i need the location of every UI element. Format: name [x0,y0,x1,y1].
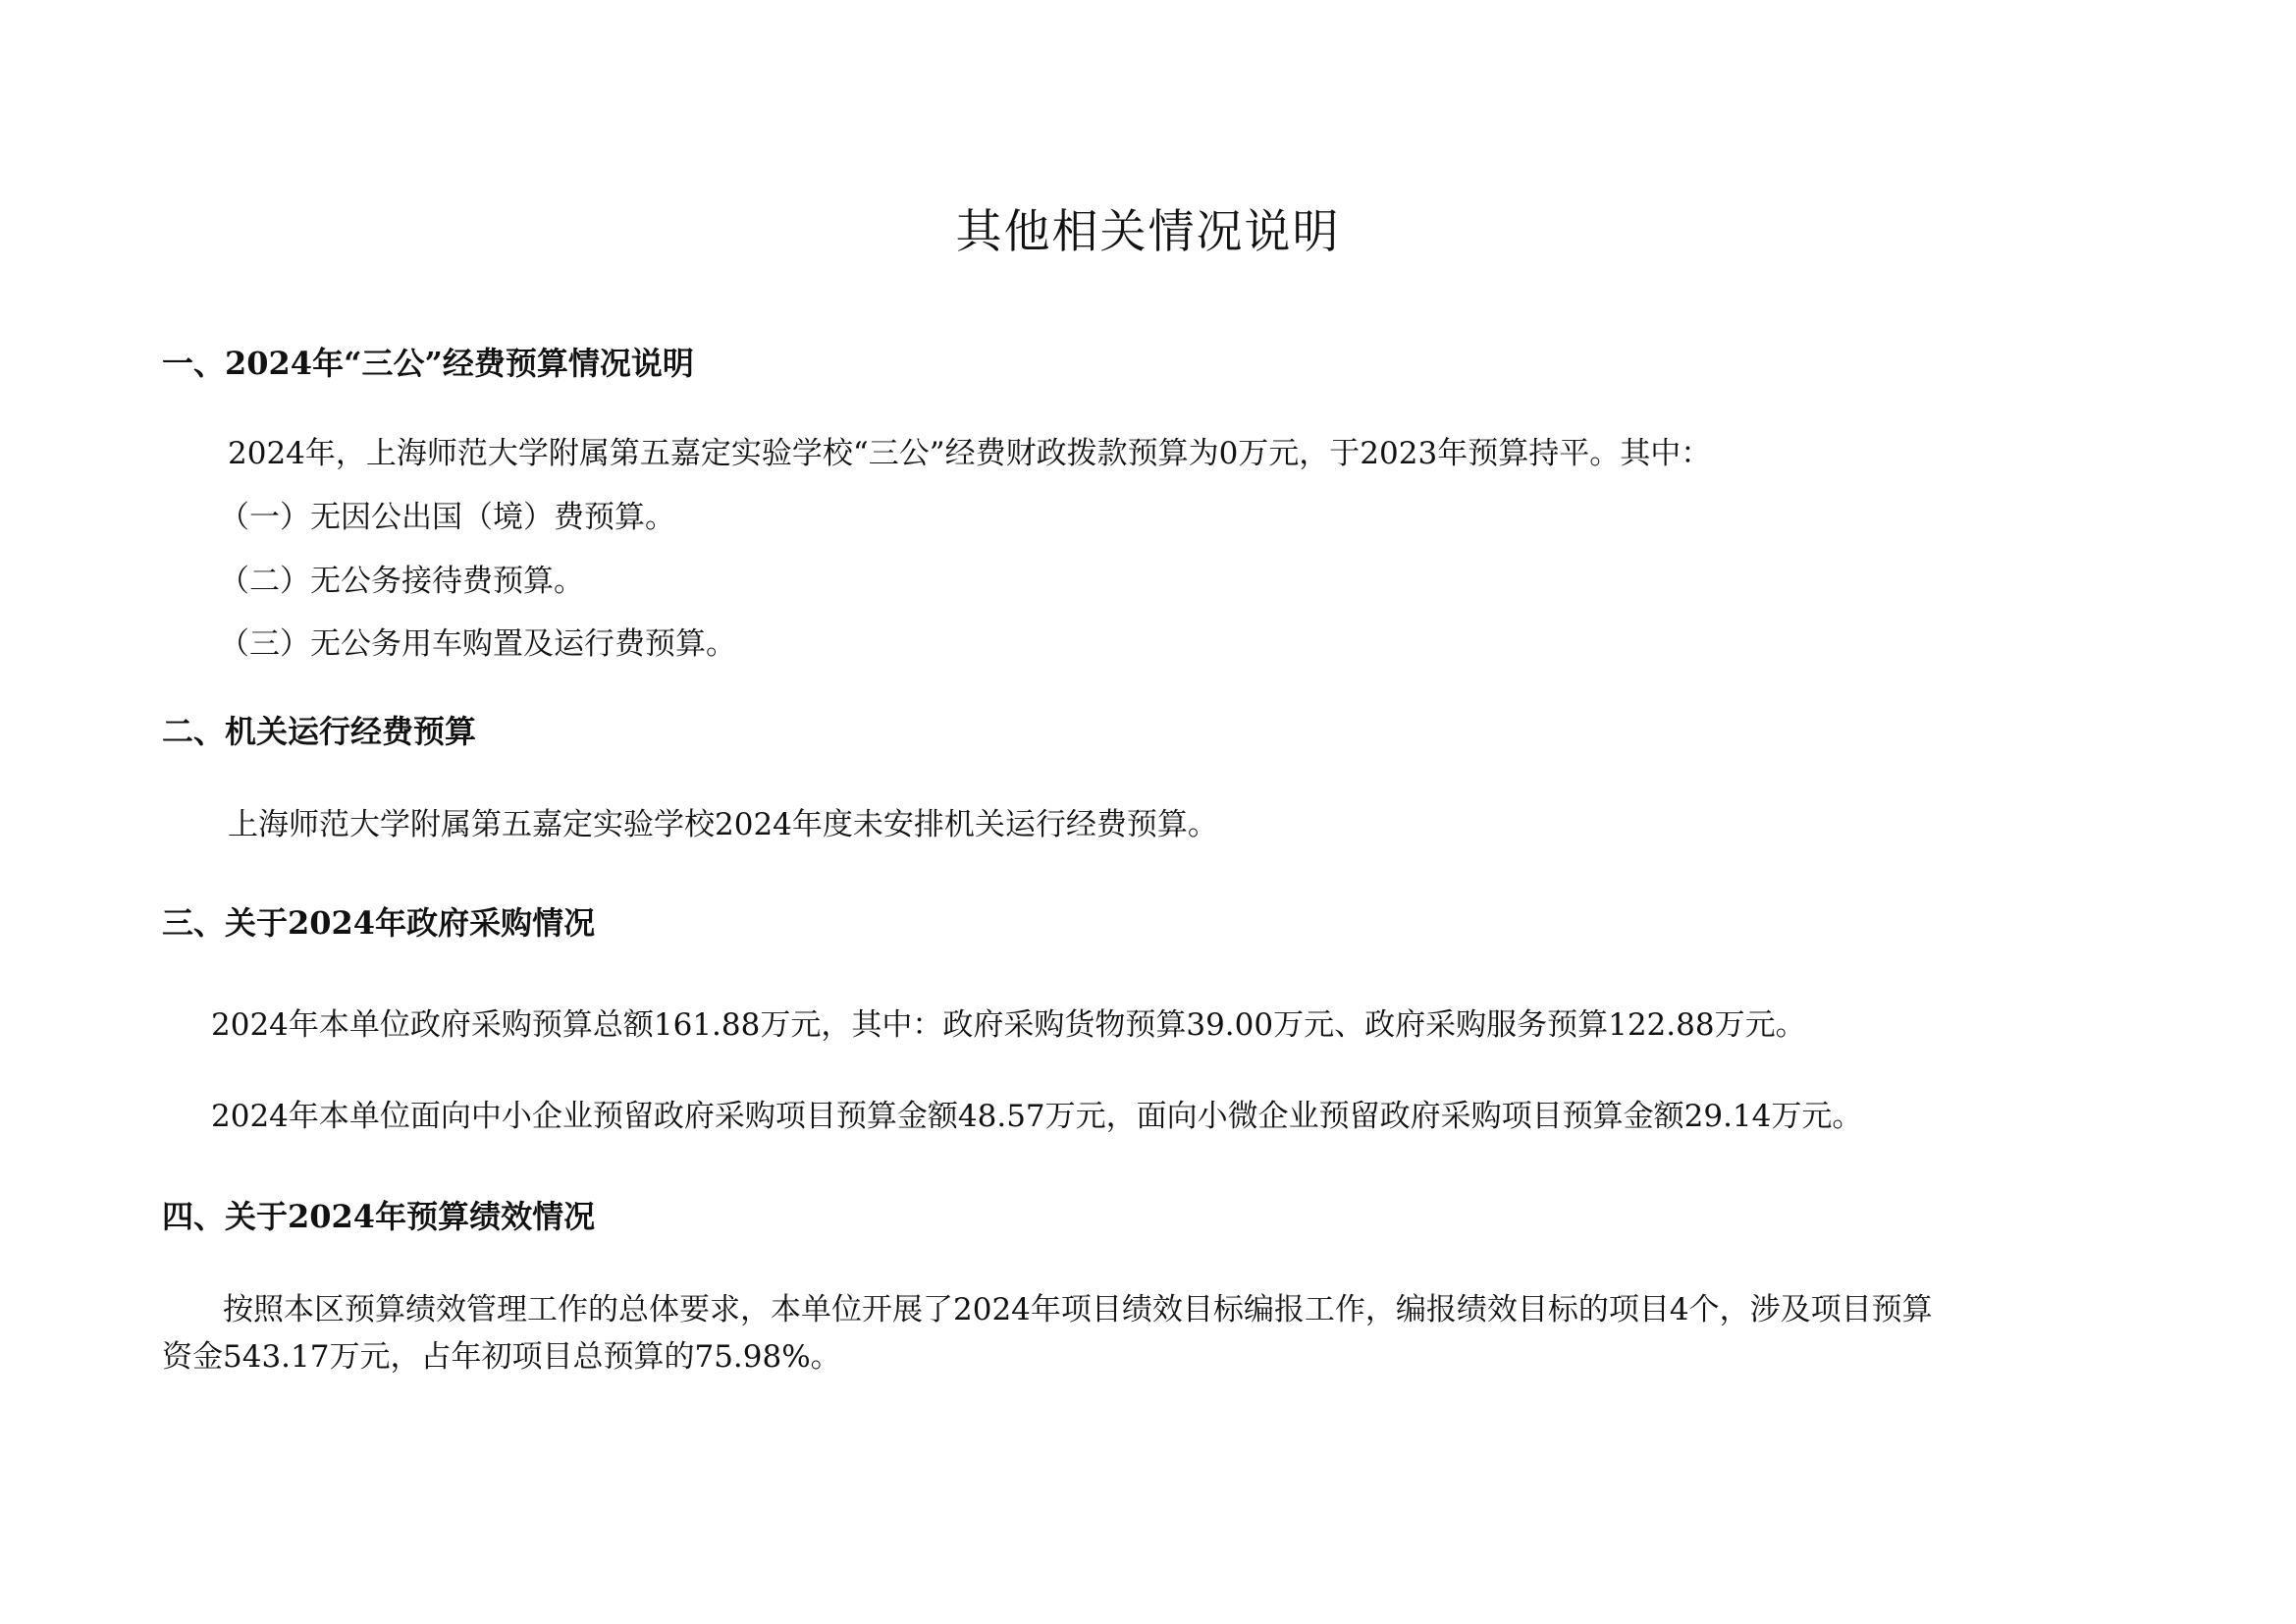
section-heading-1: 一、2024年“三公”经费预算情况说明 [162,345,694,382]
section-2-paragraph-1: 上海师范大学附属第五嘉定实验学校2024年度未安排机关运行经费预算。 [228,807,1218,842]
section-3-paragraph-2: 2024年本单位面向中小企业预留政府采购项目预算金额48.57万元，面向小微企业预留政府采购项目预算金额29.14万元。 [211,1099,1863,1134]
section-1-item-2: （二）无公务接待费预算。 [219,564,584,599]
section-1-paragraph-1: 2024年，上海师范大学附属第五嘉定实验学校“三公”经费财政拨款预算为0万元，于2023年预算持平。其中： [228,436,1712,471]
section-1-item-1: （一）无因公出国（境）费预算。 [219,500,675,535]
section-1-item-3: （三）无公务用车购置及运行费预算。 [219,626,736,662]
section-heading-2: 二、机关运行经费预算 [162,713,477,750]
section-4-paragraph-1: 按照本区预算绩效管理工作的总体要求，本单位开展了2024年项目绩效目标编报工作，编报绩效目标的项目4个，涉及项目预算资金543.17万元，占年初项目总预算的75.98%。 [162,1292,1933,1375]
page-title: 其他相关情况说明 [955,205,1341,259]
section-heading-4: 四、关于2024年预算绩效情况 [162,1198,596,1235]
section-heading-3: 三、关于2024年政府采购情况 [162,904,596,942]
section-3-paragraph-1: 2024年本单位政府采购预算总额161.88万元，其中：政府采购货物预算39.00万元、政府采购服务预算122.88万元。 [211,1007,1806,1043]
